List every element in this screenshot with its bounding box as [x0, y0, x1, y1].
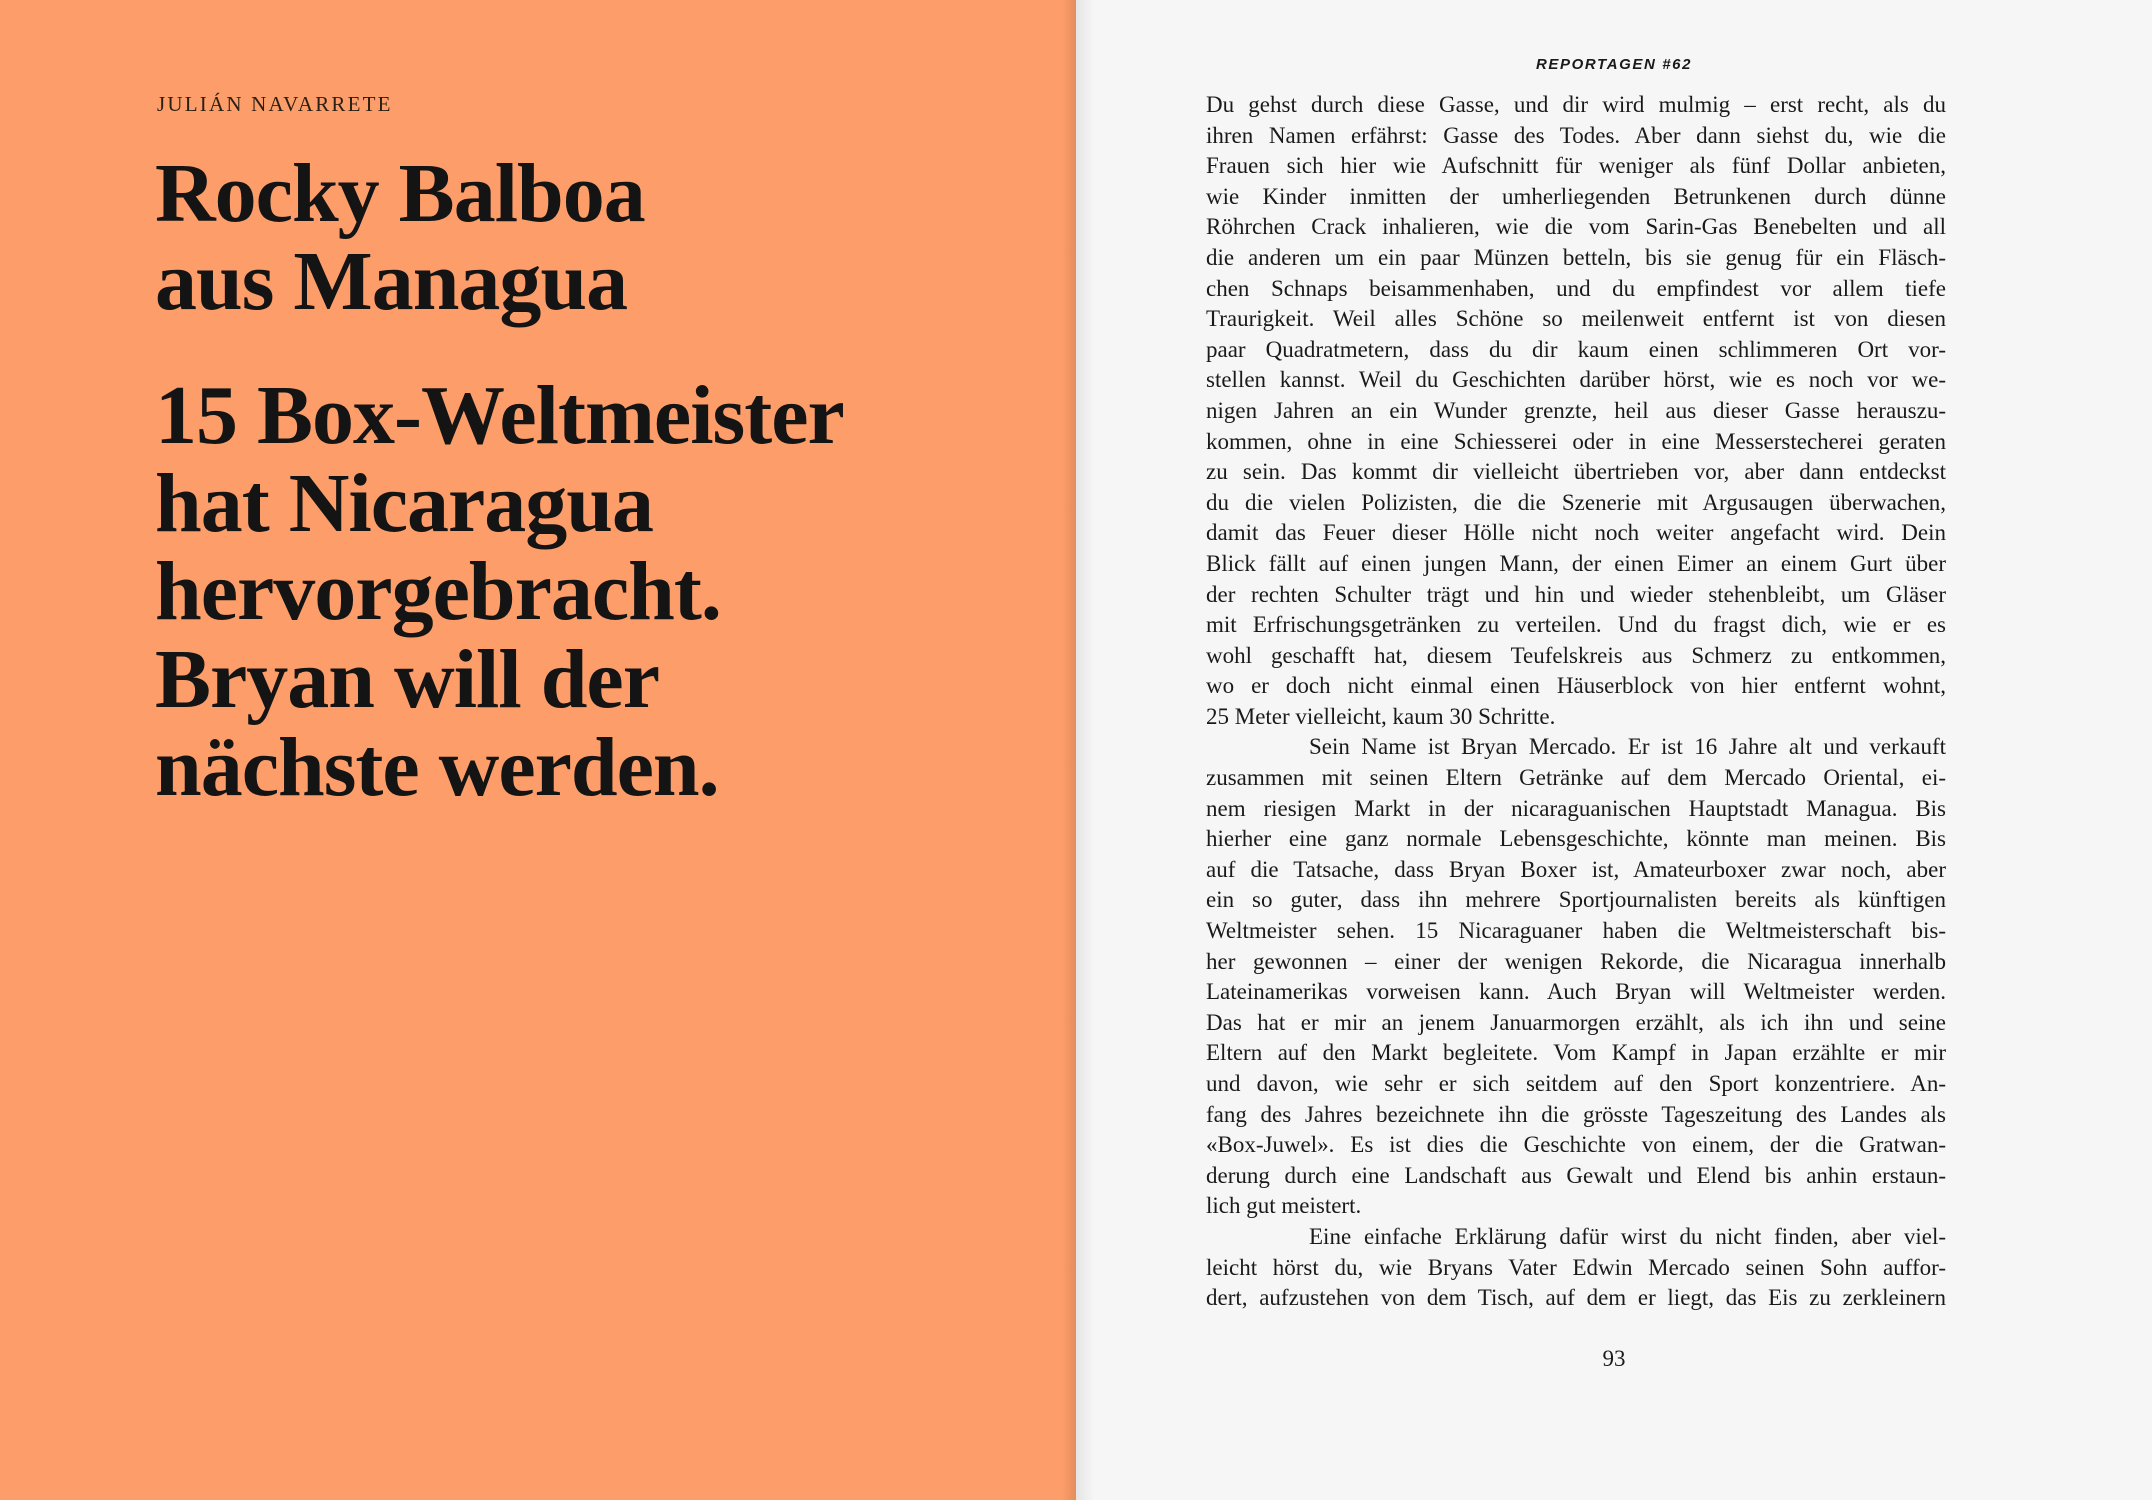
article-lead [155, 369, 1035, 814]
body-line: chen Schnaps beisammenhaben, und du empfindest vor allem tiefe [1206, 275, 1946, 301]
body-line: leicht hörst du, wie Bryans Vater Edwin Mercado seinen Sohn auffor- [1206, 1254, 1946, 1280]
body-line: stellen kannst. Weil du Geschichten darüber hörst, wie es noch vor we- [1206, 367, 1946, 393]
body-line: Weltmeister sehen. 15 Nicaraguaner haben die Weltmeisterschaft bis- [1206, 918, 1946, 944]
running-head: REPORTAGEN #62 [1535, 56, 1693, 73]
author-byline: JULIÁN NAVARRETE [157, 92, 393, 116]
body-line: ihren Namen erfährst: Gasse des Todes. Aber dann siehst du, wie die [1206, 122, 1946, 148]
body-line: fang des Jahres bezeichnete ihn die grösste Tageszeitung des Landes als [1206, 1101, 1946, 1127]
body-line: «Box-Juwel». Es ist dies die Geschichte von einem, der die Gratwan- [1206, 1132, 1946, 1158]
body-line: wohl geschafft hat, diesem Teufelskreis aus Schmerz zu entkommen, [1206, 642, 1946, 668]
article-title [155, 147, 1015, 328]
body-line: Lateinamerikas vorweisen kann. Auch Bryan will Weltmeister werden. [1206, 979, 1946, 1005]
lead-line: Bryan will der [155, 633, 659, 726]
page-number: 93 [1602, 1346, 1626, 1371]
body-line: kommen, ohne in eine Schiesserei oder in eine Messerstecherei geraten [1206, 428, 1946, 454]
body-line: Eine einfache Erklärung dafür wirst du nicht finden, aber viel- [1309, 1223, 1946, 1249]
title-line: aus Managua [155, 235, 628, 328]
body-line: damit das Feuer dieser Hölle nicht noch weiter angefacht wird. Dein [1206, 520, 1946, 546]
body-line: auf die Tatsache, dass Bryan Boxer ist, Amateurboxer zwar noch, aber [1206, 856, 1946, 882]
body-line: lich gut meistert. [1206, 1193, 1362, 1219]
right-page [1076, 0, 2152, 1500]
body-line: die anderen um ein paar Münzen betteln, bis sie genug für ein Fläsch- [1206, 244, 1946, 270]
body-line: paar Quadratmetern, dass du dir kaum einen schlimmeren Ort vor- [1206, 336, 1946, 362]
lead-line: 15 Box-Weltmeister [155, 369, 844, 462]
body-line: hierher eine ganz normale Lebensgeschichte, könnte man meinen. Bis [1206, 826, 1946, 852]
body-line: der rechten Schulter trägt und hin und wieder stehenbleibt, um Gläser [1206, 581, 1946, 607]
body-line: Sein Name ist Bryan Mercado. Er ist 16 Jahre alt und verkauft [1309, 734, 1946, 760]
body-line: her gewonnen – einer der wenigen Rekorde, die Nicaragua innerhalb [1206, 948, 1946, 974]
lead-line: nächste werden. [155, 721, 719, 814]
article-body [1206, 90, 1946, 1314]
body-line: zu sein. Das kommt dir vielleicht übertrieben vor, aber dann entdeckst [1206, 459, 1946, 485]
lead-line: hervorgebracht. [155, 545, 721, 638]
body-line: ein so guter, dass ihn mehrere Sportjournalisten bereits als künftigen [1206, 887, 1946, 913]
body-line: Das hat er mir an jenem Januarmorgen erzählt, als ich ihn und seine [1206, 1009, 1946, 1035]
body-line: und davon, wie sehr er sich seitdem auf den Sport konzentriere. An- [1206, 1071, 1946, 1096]
body-line: dert, aufzustehen von dem Tisch, auf dem er liegt, das Eis zu zerkleinern [1206, 1285, 1946, 1311]
body-line: 25 Meter vielleicht, kaum 30 Schritte. [1206, 703, 1556, 729]
body-line: mit Erfrischungsgetränken zu verteilen. Und du fragst dich, wie er es [1206, 612, 1946, 638]
body-line: Frauen sich hier wie Aufschnitt für weniger als fünf Dollar anbieten, [1206, 153, 1946, 179]
body-line: Blick fällt auf einen jungen Mann, der einen Eimer an einem Gurt über [1206, 550, 1946, 576]
body-line: nigen Jahren an ein Wunder grenzte, heil aus dieser Gasse herauszu- [1206, 397, 1946, 423]
body-line: du die vielen Polizisten, die die Szenerie mit Argusaugen überwachen, [1206, 489, 1946, 515]
body-line: wo er doch nicht einmal einen Häuserblock von hier entfernt wohnt, [1206, 673, 1946, 699]
body-line: Traurigkeit. Weil alles Schöne so meilenweit entfernt ist von diesen [1206, 306, 1946, 332]
body-line: Du gehst durch diese Gasse, und dir wird mulmig – erst recht, als du [1206, 92, 1946, 117]
body-line: derung durch eine Landschaft aus Gewalt und Elend bis anhin erstaun- [1206, 1162, 1946, 1188]
body-line: nem riesigen Markt in der nicaraguanischen Hauptstadt Managua. Bis [1206, 795, 1946, 821]
body-line: wie Kinder inmitten der umherliegenden Betrunkenen durch dünne [1206, 183, 1946, 209]
lead-line: hat Nicaragua [155, 457, 653, 550]
title-line: Rocky Balboa [155, 147, 645, 240]
body-line: zusammen mit seinen Eltern Getränke auf dem Mercado Oriental, ei- [1206, 765, 1946, 791]
body-line: Röhrchen Crack inhalieren, wie die vom Sarin-Gas Benebelten und all [1206, 214, 1946, 240]
body-line: Eltern auf den Markt begleitete. Vom Kampf in Japan erzählte er mir [1206, 1040, 1946, 1066]
